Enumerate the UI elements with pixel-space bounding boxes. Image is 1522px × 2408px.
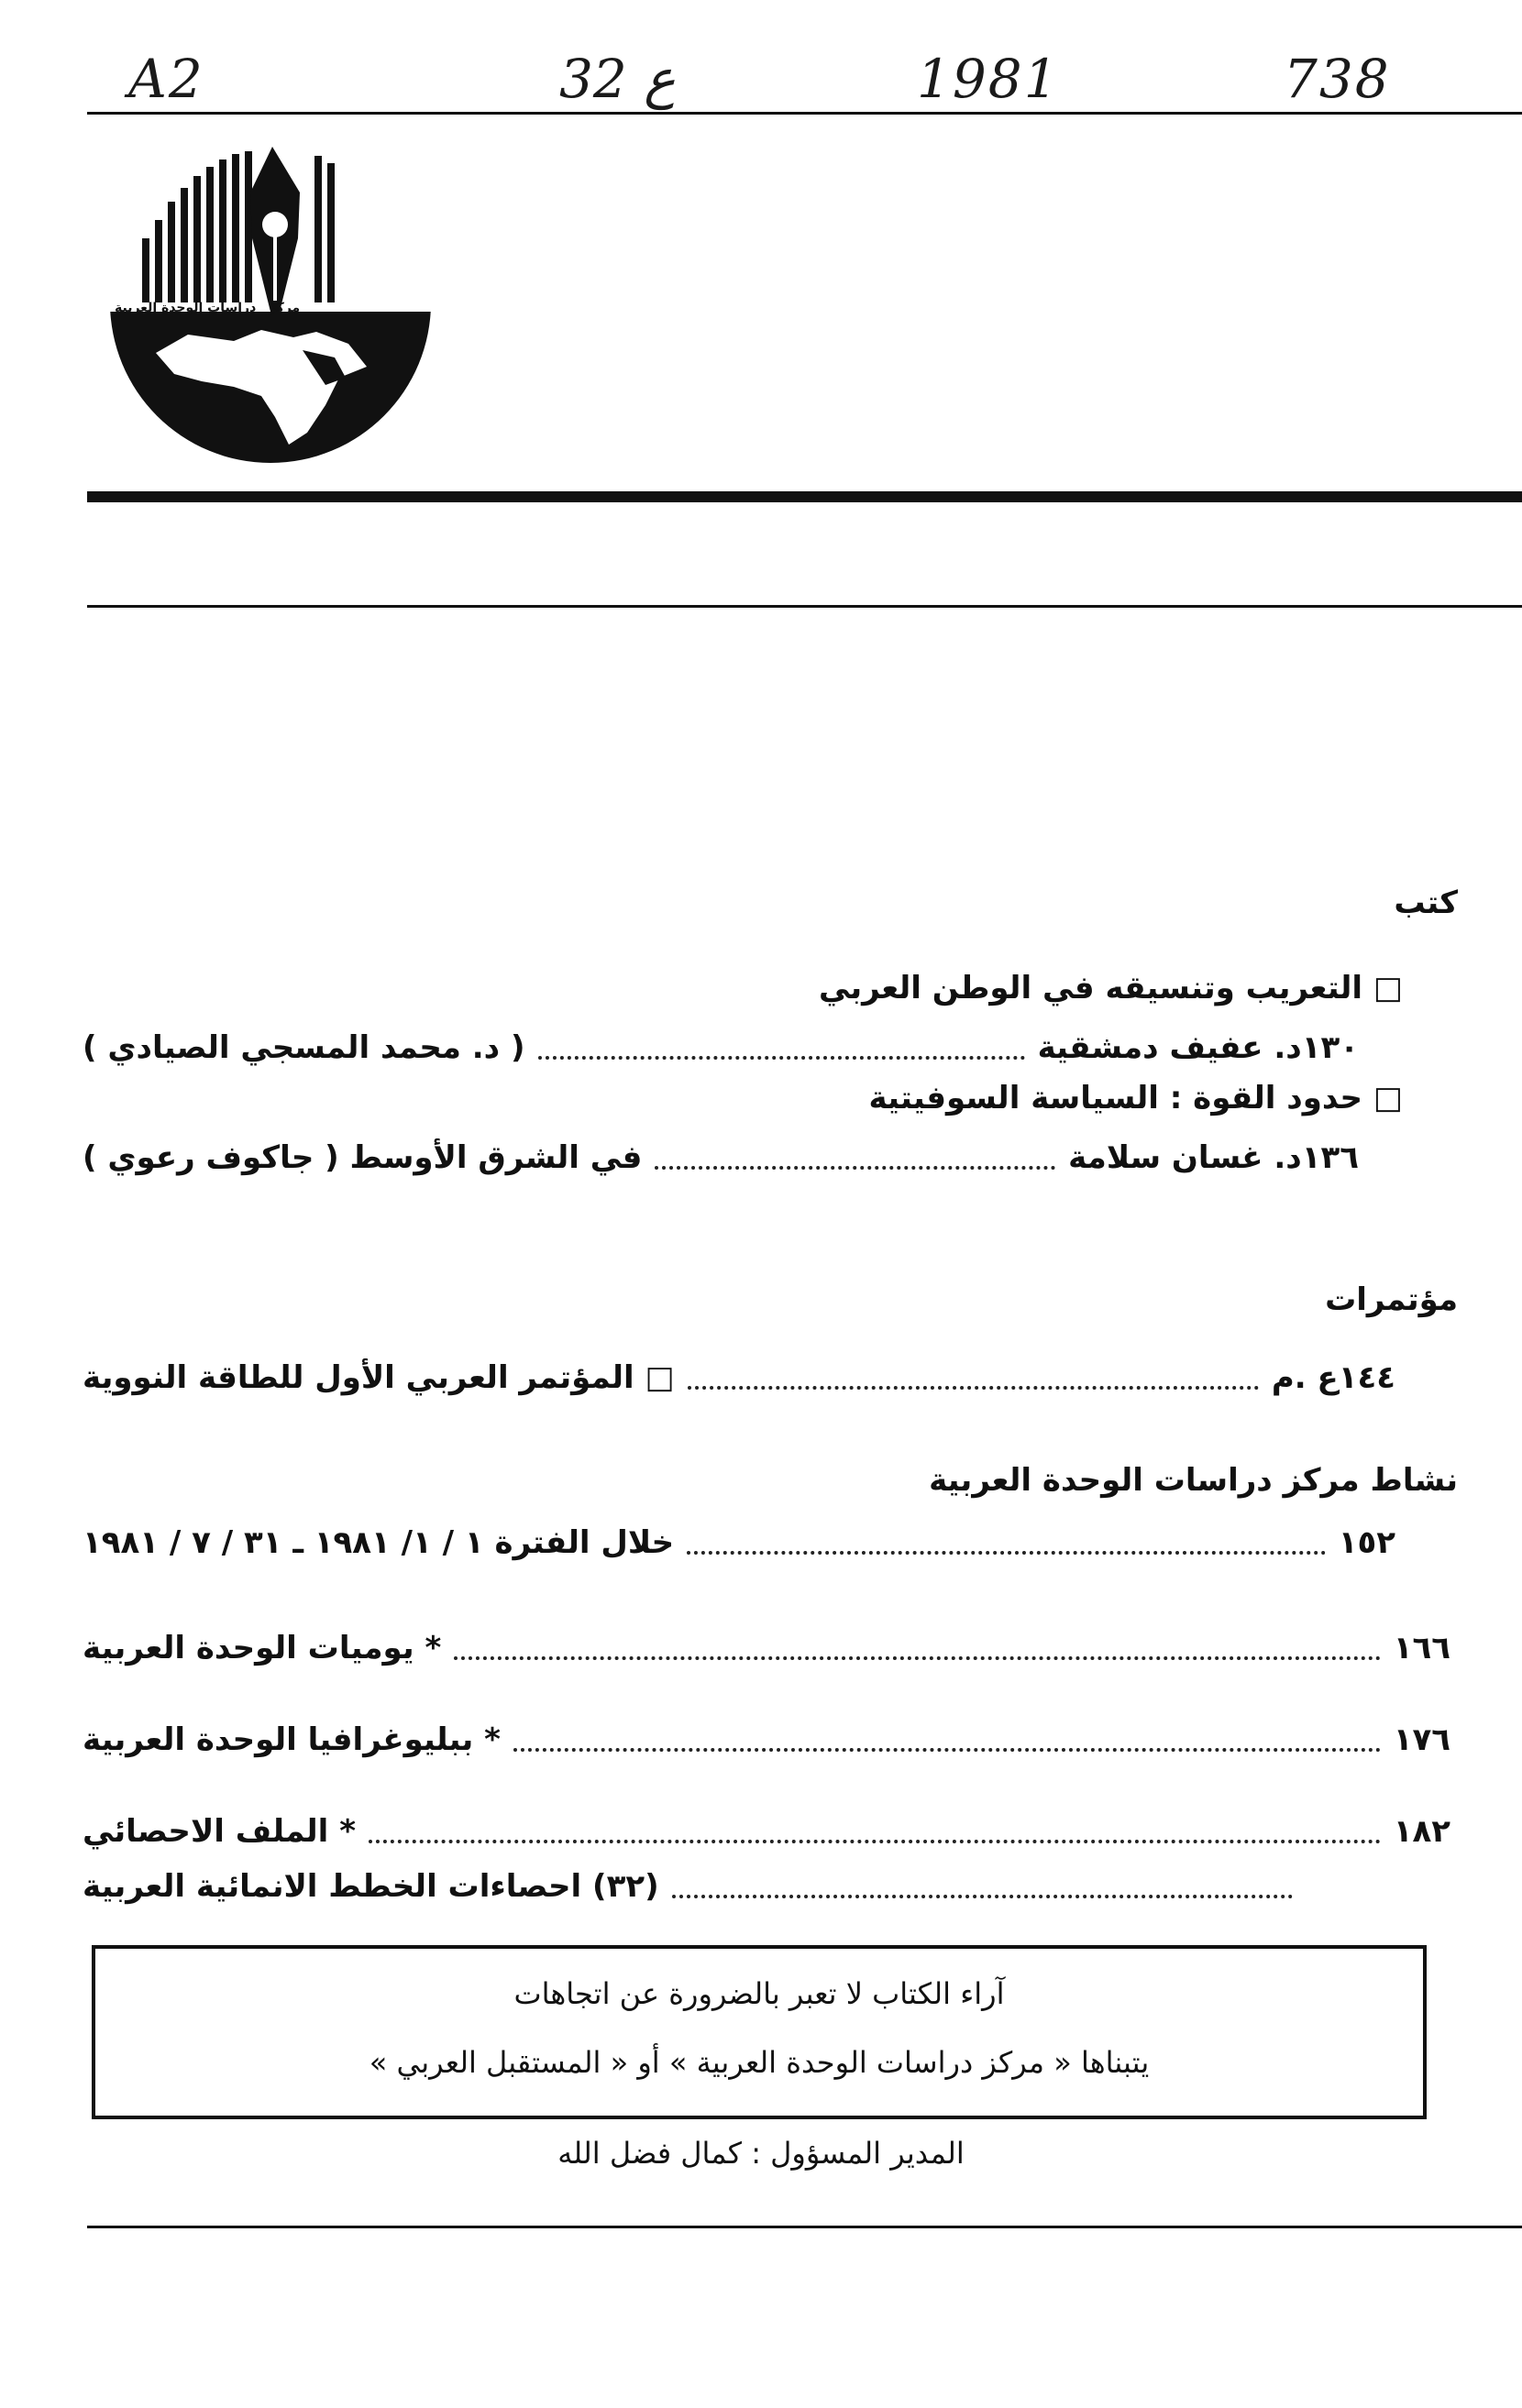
bibliography-title-wrap <box>83 1717 501 1763</box>
diary-page: ١٦٦ <box>1393 1630 1450 1666</box>
director-credit: المدير المسؤول : كمال فضل الله <box>557 2136 965 2171</box>
conference1-leader <box>688 1386 1259 1390</box>
diary-title-wrap <box>83 1625 441 1671</box>
conference1-title: المؤتمر العربي الأول للطاقة النووية <box>83 1359 634 1396</box>
book2-author: د. غسان سلامة <box>1068 1139 1302 1176</box>
disclaimer-box <box>92 1945 1427 2119</box>
book2-entry <box>83 1135 1366 1181</box>
diary-leader <box>454 1656 1381 1660</box>
book1-page: ١٣٠ <box>1301 1029 1359 1066</box>
bibliography-title: ببليوغرافيا الوحدة العربية <box>83 1721 474 1758</box>
thin-rule <box>87 605 1522 608</box>
statistics-title: الملف الاحصائي <box>83 1813 329 1850</box>
bibliography-marker: * <box>484 1721 501 1758</box>
footer-rule <box>87 2226 1522 2228</box>
book2-title-line1 <box>869 1080 1404 1116</box>
center-logo <box>105 137 436 467</box>
handwritten-code: A2 <box>128 48 204 110</box>
conference1-entry <box>83 1355 1403 1401</box>
logo-label-right: مركز <box>269 301 301 315</box>
conference1-marker: □ <box>645 1359 675 1396</box>
statistics-entry <box>83 1809 1458 1854</box>
handwritten-year: 1981 <box>917 48 1060 110</box>
statistics-subtitle: (٣٢) احصاءات الخطط الانمائية العربية <box>83 1868 659 1905</box>
statistics-sub-entry <box>83 1864 1403 1909</box>
activity-entry <box>83 1520 1403 1566</box>
bibliography-entry <box>83 1717 1458 1763</box>
statistics-leader <box>369 1840 1381 1843</box>
book1-author: د. عفيف دمشقية <box>1037 1029 1302 1066</box>
diary-entry <box>83 1625 1458 1671</box>
logo-label-left: دراسات الوحدة العربية <box>115 301 257 315</box>
activity-line2: خلال الفترة ١ / ١/ ١٩٨١ ـ ٣١ / ٧ / ١٩٨١ <box>83 1524 675 1561</box>
conference1-title-wrap <box>83 1355 675 1401</box>
book1-leader <box>538 1056 1025 1060</box>
activity-line1: نشاط مركز دراسات الوحدة العربية <box>929 1462 1458 1499</box>
diary-marker: * <box>425 1630 442 1666</box>
book2-page: ١٣٦ <box>1301 1139 1359 1176</box>
statistics-title-wrap <box>83 1809 356 1854</box>
thick-rule <box>87 491 1522 502</box>
book2-subtitle: في الشرق الأوسط ( جاكوف رعوي ) <box>83 1139 643 1176</box>
book2-marker: □ <box>1373 1080 1403 1116</box>
conference1-page: ١٤٤ <box>1338 1359 1395 1396</box>
bibliography-leader <box>513 1748 1381 1752</box>
bibliography-page: ١٧٦ <box>1393 1721 1450 1758</box>
disclaimer-line2: يتبناها « مركز دراسات الوحدة العربية » أو « المستقبل العربي » <box>369 2045 1150 2080</box>
handwritten-issue: 32 ع <box>559 48 676 110</box>
book2-title: حدود القوة : السياسة السوفيتية <box>868 1080 1363 1116</box>
conference1-author: ع .م <box>1271 1359 1339 1396</box>
header-rule <box>87 112 1522 115</box>
statistics-page: ١٨٢ <box>1393 1813 1450 1850</box>
statistics-marker: * <box>339 1813 356 1850</box>
statistics-sub-leader <box>672 1895 1293 1898</box>
activity-leader <box>687 1551 1326 1555</box>
conferences-heading: مؤتمرات <box>1325 1281 1458 1318</box>
book1-entry <box>83 1025 1366 1071</box>
book1-marker: □ <box>1373 970 1403 1006</box>
handwritten-number: 738 <box>1284 48 1391 110</box>
book1-title-line1 <box>819 970 1403 1006</box>
activity-page: ١٥٢ <box>1338 1524 1395 1561</box>
book2-leader <box>655 1166 1055 1170</box>
book1-subtitle: ( د. محمد المسجي الصيادي ) <box>83 1029 525 1066</box>
books-heading: كتب <box>1394 885 1458 921</box>
diary-title: يوميات الوحدة العربية <box>83 1630 414 1666</box>
disclaimer-line1: آراء الكتاب لا تعبر بالضرورة عن اتجاهات <box>513 1976 1005 2011</box>
book1-title: التعريب وتنسيقه في الوطن العربي <box>818 970 1363 1006</box>
